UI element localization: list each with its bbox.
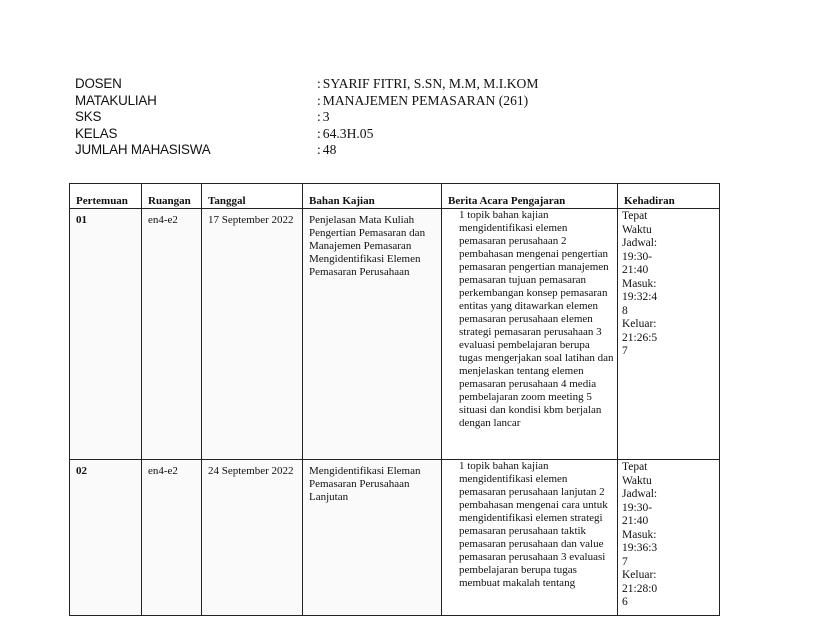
jumlah-label: JUMLAH MAHASISWA — [75, 142, 211, 157]
kehadiran-line: 7 — [622, 345, 628, 357]
header-row-matakuliah — [75, 93, 675, 110]
kehadiran-line: 21:26:5 — [622, 331, 658, 344]
kehadiran-line: Tepat — [622, 210, 648, 222]
kehadiran-line: 19:32:4 — [622, 291, 658, 303]
header-row-sks — [75, 109, 675, 126]
attendance-table — [69, 183, 720, 616]
separator: : — [317, 76, 321, 91]
kehadiran-line: Masuk: — [622, 277, 657, 290]
kehadiran-line: 19:30- — [622, 250, 653, 263]
kehadiran-line: 6 — [622, 596, 628, 608]
separator: : — [317, 142, 321, 157]
column-header-kehadiran: Kehadiran — [618, 184, 720, 209]
pertemuan-cell: 02 — [70, 460, 142, 616]
column-header-ruangan: Ruangan — [142, 184, 202, 209]
kelas-label: KELAS — [75, 125, 118, 141]
kehadiran-line: 21:28:0 — [622, 582, 658, 595]
kehadiran-line: 7 — [622, 555, 628, 568]
kehadiran-line: Jadwal: — [622, 237, 658, 249]
table-row — [70, 460, 720, 616]
separator: : — [317, 125, 321, 141]
matakuliah-value: MANAJEMEN PEMASARAN (261) — [322, 92, 529, 108]
berita-acara-cell: 1 topik bahan kajian mengidentifikasi elemen pemasaran perusahaan 2 pembahasan mengenai pengertian pemasaran pengertian manajemen pemasaran tujuan pemasaran perkembangan konsep pemasaran entitas yang ditawarkan elemen pemasaran perusahaan elemen strategi pemasaran perusahaan 3 evaluasi pembelajaran berupa tugas mengerjakan soal latihan dan menjelaskan tentang elemen pemasaran perusahaan 4 media pembelajaran zoom meeting 5 situasi dan kondisi kbm berjalan dengan lancar — [442, 209, 618, 460]
kehadiran-line: 21:40 — [622, 264, 649, 276]
dosen-label: DOSEN — [75, 76, 122, 91]
kehadiran-line: Waktu — [622, 474, 652, 487]
tanggal-cell: 24 September 2022 — [202, 460, 303, 616]
separator: : — [317, 92, 321, 108]
column-header-bahan-kajian: Bahan Kajian — [303, 184, 442, 209]
kehadiran-line: Waktu — [622, 223, 652, 236]
column-header-tanggal: Tanggal — [202, 184, 303, 209]
bahan-kajian-cell: Mengidentifikasi Eleman Pemasaran Perusahaan Lanjutan — [303, 460, 442, 616]
kehadiran-line: Keluar: — [622, 569, 657, 581]
pertemuan-cell: 01 — [70, 209, 142, 460]
kehadiran-line: 8 — [622, 304, 628, 317]
bahan-kajian-cell: Penjelasan Mata Kuliah Pengertian Pemasaran dan Manajemen Pemasaran Mengidentifikasi Elemen Pemasaran Perusahaan — [303, 209, 442, 460]
table-row — [70, 209, 720, 460]
kehadiran-line: 19:36:3 — [622, 542, 658, 554]
ruangan-cell: en4-e2 — [142, 209, 202, 460]
kehadiran-line: 21:40 — [622, 515, 649, 527]
header-row-jumlah — [75, 142, 675, 159]
kehadiran-cell — [618, 460, 720, 616]
header-row-kelas — [75, 126, 675, 143]
ruangan-cell: en4-e2 — [142, 460, 202, 616]
separator: : — [317, 109, 321, 124]
kehadiran-cell — [618, 209, 720, 460]
matakuliah-label: MATAKULIAH — [75, 92, 157, 108]
kehadiran-line: Keluar: — [622, 318, 657, 330]
berita-acara-cell: 1 topik bahan kajian mengidentifikasi elemen pemasaran perusahaan lanjutan 2 pembahasan mengenai cara untuk mengidentifikasi elemen strategi pemasaran perusahaan taktik pemasaran perusahaan dan value pemasaran perusahaan 3 evaluasi pembelajaran berupa tugas membuat makalah tentang — [442, 460, 618, 616]
table-header-row — [70, 184, 720, 209]
tanggal-cell: 17 September 2022 — [202, 209, 303, 460]
column-header-pertemuan: Pertemuan — [70, 184, 142, 209]
sks-value: 3 — [322, 109, 330, 124]
kehadiran-line: 19:30- — [622, 501, 653, 514]
sks-label: SKS — [75, 109, 102, 124]
jumlah-value: 48 — [322, 142, 337, 157]
header-row-dosen — [75, 76, 675, 93]
kehadiran-line: Masuk: — [622, 528, 657, 541]
kehadiran-line: Tepat — [622, 461, 648, 473]
kehadiran-line: Jadwal: — [622, 488, 658, 500]
kelas-value: 64.3H.05 — [322, 125, 374, 141]
course-header — [75, 76, 675, 159]
dosen-value: SYARIF FITRI, S.SN, M.M, M.I.KOM — [322, 76, 539, 91]
column-header-berita-acara: Berita Acara Pengajaran — [442, 184, 618, 209]
